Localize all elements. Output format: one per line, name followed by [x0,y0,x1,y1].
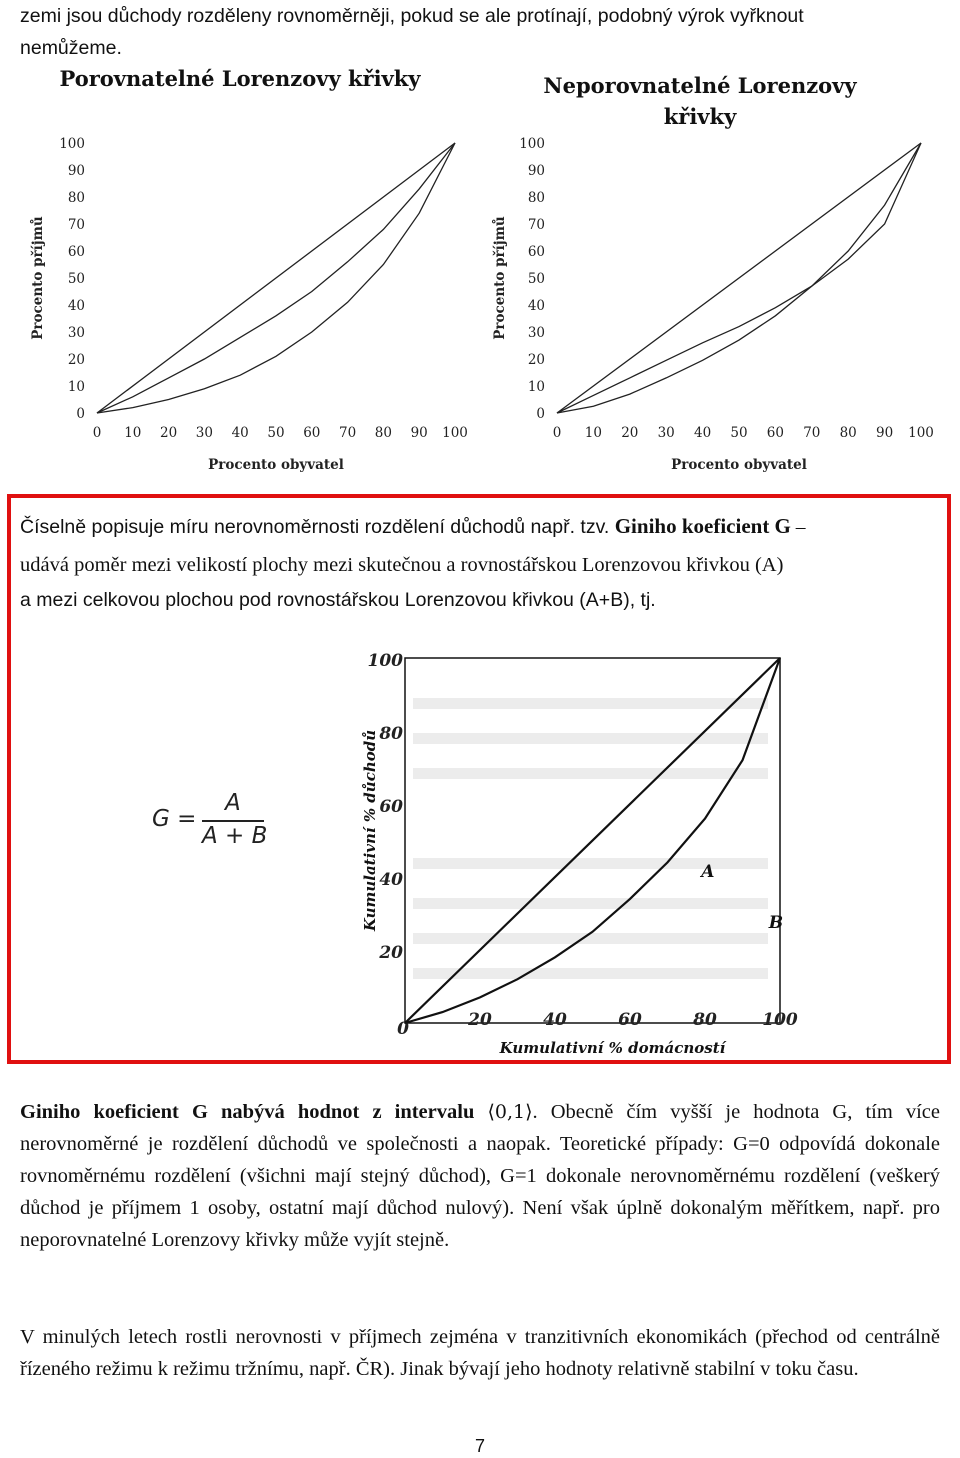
y-tick-label: 10 [527,379,545,395]
y-tick-label: 50 [67,271,85,287]
y-tick-label: 50 [527,271,545,287]
intro-line-1: zemi jsou důchody rozděleny rovnoměrněji, pokud se ale protínají, podobný výrok vyřknout [20,5,804,27]
gini-range-paragraph [20,1096,940,1256]
x-tick-label: 50 [730,425,748,441]
y-tick-label: 20 [527,352,545,368]
y-axis-label: Procento příjmů [30,216,46,340]
boxed-line-1 [20,510,940,544]
x-tick-label: 90 [410,425,428,441]
y-tick-label: 40 [527,298,545,314]
background-text-stripe [413,858,768,869]
boxed-line-2: udává poměr mezi velikostí plochy mezi skutečnou a rovnostářskou Lorenzovou křivkou (A) [20,554,784,576]
background-text-stripe [413,968,768,979]
background-text-stripe [413,933,768,944]
x-tick-label: 60 [618,1010,642,1030]
formula-denominator: A + B [202,823,268,849]
x-tick-label: 10 [124,425,142,441]
chart2-title: Neporovnatelné Lorenzovy křivky [543,73,857,129]
gini-interval: ⟨0,1⟩ [487,1101,533,1123]
y-tick-label: 90 [527,163,545,179]
x-tick-label: 10 [584,425,602,441]
formula-lhs: G = [152,806,197,832]
gini-range-bold: Giniho koeficient G nabývá hodnot z intervalu [20,1101,475,1123]
y-tick-label: 100 [519,136,545,152]
y-tick-label: 20 [67,352,85,368]
y-tick-label: 30 [67,325,85,341]
y-tick-label: 30 [527,325,545,341]
y-tick-label: 10 [67,379,85,395]
intro-line-2: nemůžeme. [20,37,122,59]
x-tick-label: 60 [766,425,784,441]
lorenz-series-0 [557,143,921,413]
y-tick-label: 100 [59,136,85,152]
y-tick-label: 100 [367,651,403,671]
x-tick-label: 40 [694,425,712,441]
x-tick-label: 0 [552,425,562,441]
x-tick-label: 30 [195,425,213,441]
background-text-stripe [413,898,768,909]
lorenz-series-0 [97,143,455,413]
y-tick-label: 60 [67,244,85,260]
x-tick-label: 100 [908,425,934,441]
x-tick-label: 20 [160,425,178,441]
y-tick-label: 40 [379,870,403,890]
x-tick-label: 80 [374,425,392,441]
y-tick-label: 90 [67,163,85,179]
x-tick-label: 80 [693,1010,717,1030]
boxed-line-1c: – [790,517,806,538]
y-tick-label: 80 [67,190,85,206]
y-axis-label: Procento příjmů [492,216,508,340]
x-tick-label: 100 [762,1010,798,1030]
gini-range-rest: . Obecně čím vyšší je hodnota G, tím více nerovnoměrné je rozdělení důchodů ve společnosti a naopak. Teoretické případy: G=0 odpovídá dokonale rovnoměrnému rozdělení (všichni mají stejný důchod), G=1 dokonale nerovnoměrnému rozdělení (veškerý důchod je příjmem 1 osoby, ostatní mají důchod nulový). Není však úplně dokonalým měřítkem, např. pro neporovnatelné Lorenzovy křivky může vyjít stejně. [20,1101,940,1251]
x-tick-label: 90 [876,425,894,441]
chart1-title: Porovnatelné Lorenzovy křivky [59,66,421,91]
formula-bar [202,820,264,822]
x-tick-label: 70 [339,425,357,441]
boxed-line-3: a mezi celkovou plochou pod rovnostářskou Lorenzovou křivkou (A+B), tj. [20,589,656,611]
gini-term: Giniho koeficient G [614,514,791,538]
y-tick-label: 80 [527,190,545,206]
x-tick-label: 40 [231,425,249,441]
x-tick-label: 100 [442,425,468,441]
lorenz-chart-gini [335,640,815,1060]
boxed-line-1a: Číselně popisuje míru nerovnoměrnosti rozdělení důchodů např. tzv. [20,516,615,538]
x-tick-label: 0 [92,425,102,441]
area-label-b: B [768,913,784,934]
y-axis-label: Kumulativní % důchodů [361,729,379,932]
x-tick-label: 80 [839,425,857,441]
y-tick-label: 60 [379,797,403,817]
y-tick-label: 0 [76,406,85,422]
x-tick-label: 40 [543,1010,567,1030]
x-tick-label: 20 [468,1010,492,1030]
lorenz-chart-noncomparable [480,130,950,475]
y-tick-label: 0 [536,406,545,422]
x-tick-label: 20 [621,425,639,441]
background-text-stripe [413,768,768,779]
area-label-a: A [701,862,715,882]
x-tick-label: 0 [397,1019,409,1039]
y-tick-label: 70 [527,217,545,233]
inequality-paragraph: V minulých letech rostli nerovnosti v příjmech zejména v tranzitivních ekonomikách (přechod od centrálně řízeného režimu k režimu tržnímu, např. ČR). Jinak bývají jeho hodnoty relativně stabilní v toku času. [20,1326,940,1380]
x-axis-label: Procento obyvatel [671,457,807,473]
page-number: 7 [474,1436,485,1456]
y-tick-label: 70 [67,217,85,233]
y-tick-label: 40 [67,298,85,314]
background-text-stripe [413,698,768,709]
lorenz-chart-comparable [20,130,480,475]
y-tick-label: 60 [527,244,545,260]
x-tick-label: 30 [657,425,675,441]
background-text-stripe [413,733,768,744]
x-tick-label: 60 [303,425,321,441]
x-axis-label: Kumulativní % domácností [499,1039,726,1057]
x-axis-label: Procento obyvatel [208,457,344,473]
x-tick-label: 50 [267,425,285,441]
y-tick-label: 20 [379,943,403,963]
x-tick-label: 70 [803,425,821,441]
y-tick-label: 80 [379,724,403,744]
formula-numerator: A [225,790,241,816]
